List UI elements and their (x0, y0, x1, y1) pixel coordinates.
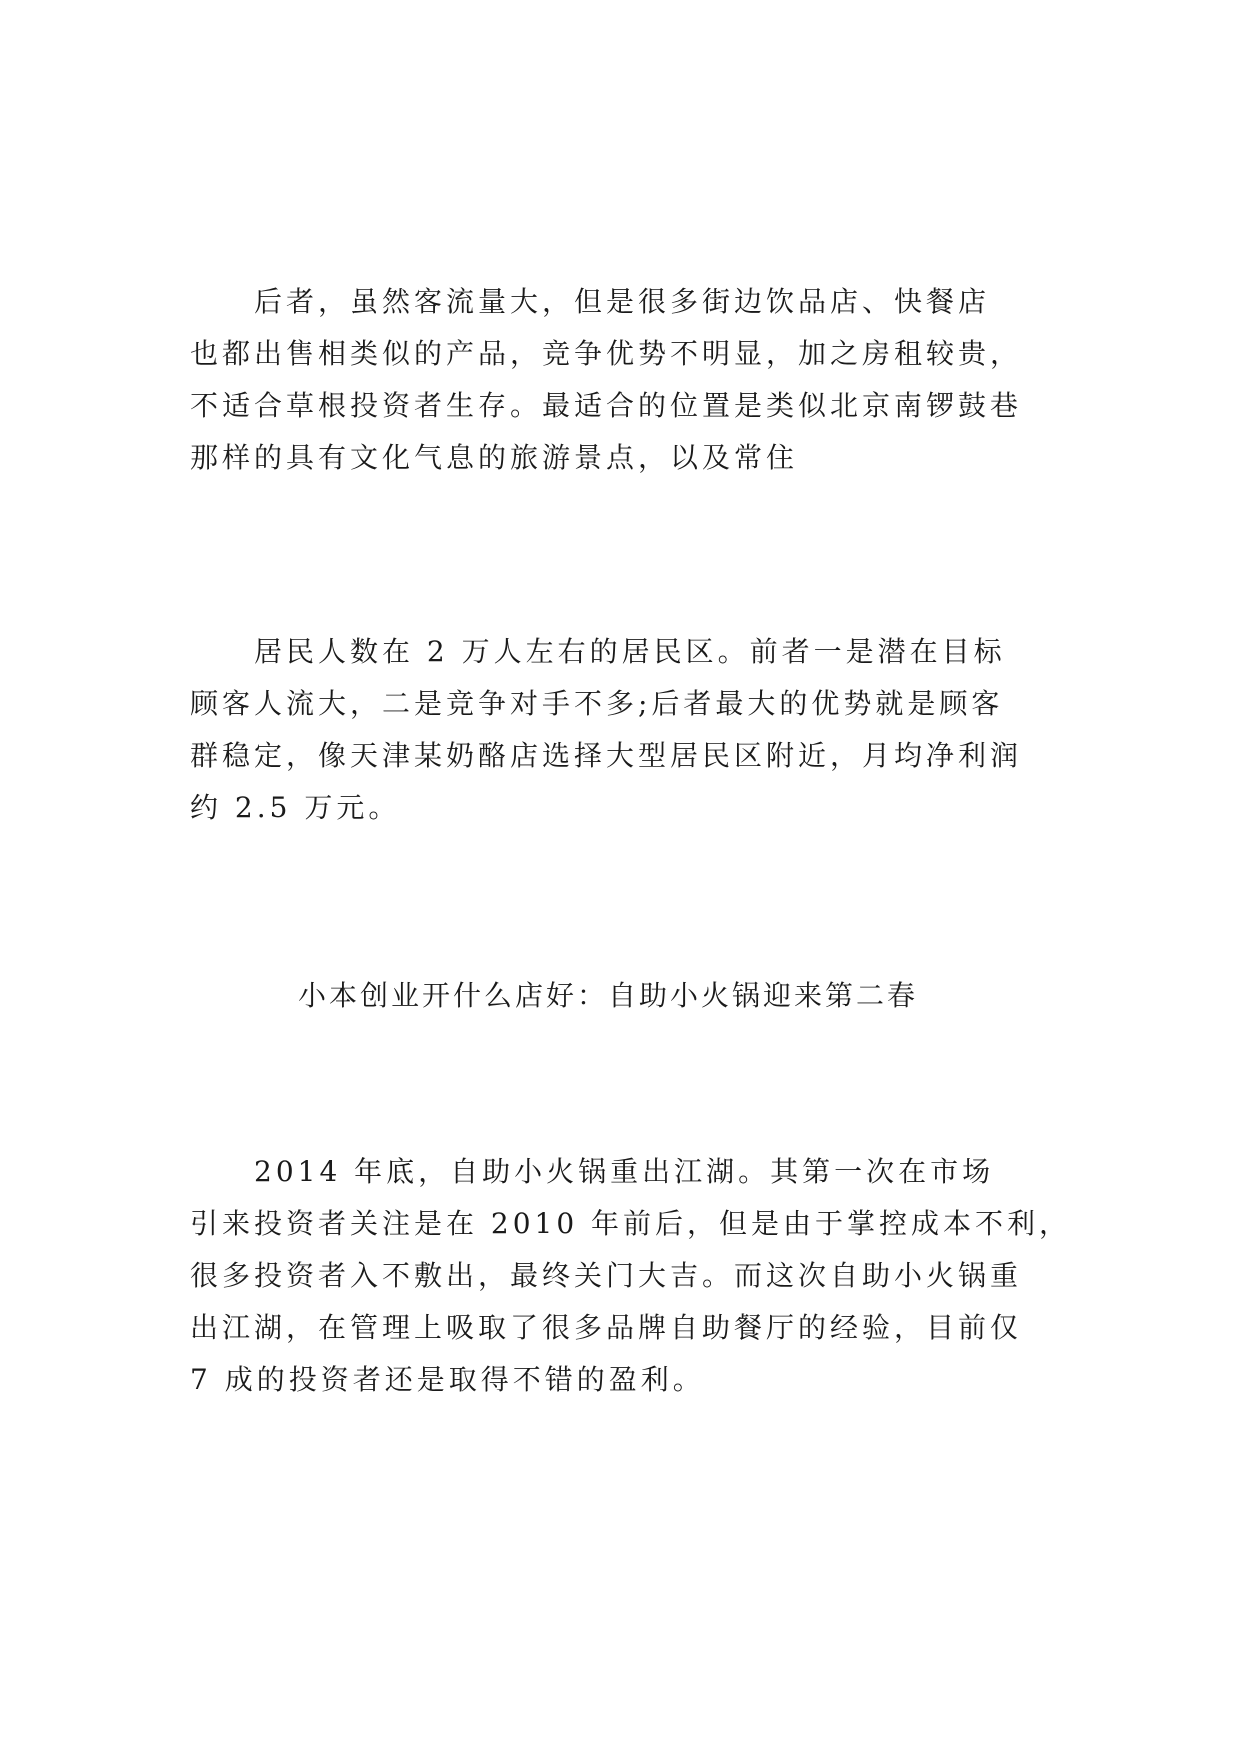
paragraph-line: 不适合草根投资者生存。最适合的位置是类似北京南锣鼓巷 (190, 389, 1023, 422)
paragraph-line: 出江湖，在管理上吸取了很多品牌自助餐厅的经验，目前仅 (190, 1311, 1023, 1344)
paragraph-line: 顾客人流大，二是竞争对手不多;后者最大的优势就是顾客 (190, 687, 1004, 720)
paragraph-line: 群稳定，像天津某奶酪店选择大型居民区附近，月均净利润 (190, 739, 1023, 772)
section-heading: 小本创业开什么店好：自助小火锅迎来第二春 (298, 979, 919, 1012)
paragraph-line: 很多投资者入不敷出，最终关门大吉。而这次自助小火锅重 (190, 1259, 1023, 1292)
paragraph-line: 2014 年底，自助小火锅重出江湖。其第一次在市场 (190, 1155, 995, 1188)
paragraph-line: 后者，虽然客流量大，但是很多街边饮品店、快餐店 (190, 285, 991, 318)
paragraph-1 (190, 276, 1050, 484)
paragraph-2 (190, 626, 1050, 834)
paragraph-line: 那样的具有文化气息的旅游景点，以及常住 (190, 441, 799, 474)
paragraph-line: 也都出售相类似的产品，竞争优势不明显，加之房租较贵， (190, 337, 1023, 370)
paragraph-line: 居民人数在 2 万人左右的居民区。前者一是潜在目标 (190, 635, 1006, 668)
paragraph-line: 约 2.5 万元。 (190, 791, 401, 824)
paragraph-line: 7 成的投资者还是取得不错的盈利。 (190, 1363, 705, 1396)
paragraph-line: 引来投资者关注是在 2010 年前后，但是由于掌控成本不利， (190, 1207, 1072, 1240)
paragraph-3 (190, 1146, 1072, 1406)
